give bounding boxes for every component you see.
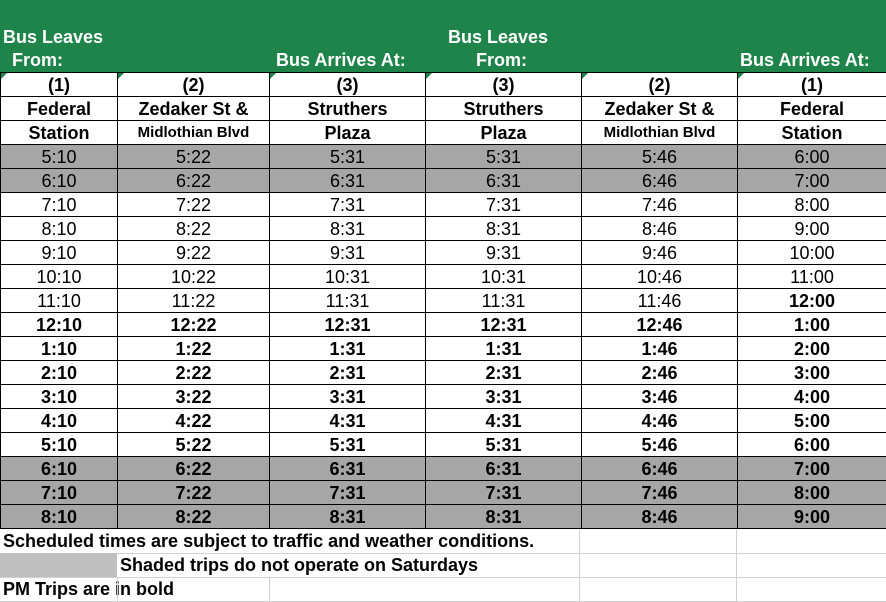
- time-cell: 3:31: [270, 385, 426, 409]
- time-cell: 8:31: [426, 217, 582, 241]
- time-cell: 6:46: [582, 169, 738, 193]
- time-cell: 5:31: [270, 145, 426, 169]
- time-cell: 6:31: [270, 169, 426, 193]
- time-cell: 10:31: [426, 265, 582, 289]
- column-number: (2): [582, 73, 738, 97]
- time-cell: 7:00: [738, 169, 886, 193]
- time-cell: 8:46: [582, 217, 738, 241]
- time-cell: 3:22: [118, 385, 270, 409]
- grid-line: [579, 553, 580, 577]
- time-cell: 8:22: [118, 217, 270, 241]
- table-row: [1, 241, 886, 265]
- time-cell: 9:00: [738, 217, 886, 241]
- table-row: [1, 145, 886, 169]
- stop-name-line2: Plaza: [426, 121, 582, 145]
- time-cell: 11:22: [118, 289, 270, 313]
- column-number: (1): [738, 73, 886, 97]
- stop-name: Struthers: [426, 97, 582, 121]
- stop-name-row: [1, 97, 886, 121]
- time-cell: 10:00: [738, 241, 886, 265]
- time-cell: 3:31: [426, 385, 582, 409]
- stop-name-line2: Midlothian Blvd: [582, 121, 738, 145]
- time-cell: 8:10: [1, 505, 118, 529]
- time-cell: 9:10: [1, 241, 118, 265]
- time-cell: 7:31: [426, 481, 582, 505]
- footer-note-bold: PM Trips are in bold: [3, 577, 174, 601]
- time-cell: 8:31: [270, 217, 426, 241]
- table-row: [1, 289, 886, 313]
- time-cell: 11:10: [1, 289, 118, 313]
- time-cell: 2:31: [426, 361, 582, 385]
- time-cell: 12:00: [738, 289, 886, 313]
- time-cell: 2:10: [1, 361, 118, 385]
- column-number: (3): [270, 73, 426, 97]
- footer-note-bold-row: [0, 577, 886, 602]
- column-number: (3): [426, 73, 582, 97]
- time-cell: 8:46: [582, 505, 738, 529]
- grid-line: [117, 577, 118, 601]
- time-cell: 8:31: [270, 505, 426, 529]
- time-cell: 7:46: [582, 481, 738, 505]
- time-cell: 11:31: [270, 289, 426, 313]
- time-cell: 8:31: [426, 505, 582, 529]
- time-cell: 6:22: [118, 169, 270, 193]
- time-cell: 5:22: [118, 433, 270, 457]
- time-cell: 5:22: [118, 145, 270, 169]
- column-number-row: [1, 73, 886, 97]
- stop-name: Zedaker St &: [118, 97, 270, 121]
- time-cell: 7:46: [582, 193, 738, 217]
- time-cell: 6:00: [738, 433, 886, 457]
- bus-leaves-label-2: Bus Leaves: [448, 26, 548, 49]
- time-cell: 9:22: [118, 241, 270, 265]
- time-cell: 6:22: [118, 457, 270, 481]
- from-label-1: From:: [12, 49, 63, 72]
- time-cell: 6:00: [738, 145, 886, 169]
- table-row: [1, 169, 886, 193]
- time-cell: 7:10: [1, 193, 118, 217]
- time-cell: 10:10: [1, 265, 118, 289]
- grid-line: [579, 577, 580, 601]
- time-cell: 4:46: [582, 409, 738, 433]
- time-cell: 5:00: [738, 409, 886, 433]
- time-cell: 6:10: [1, 457, 118, 481]
- time-cell: 10:31: [270, 265, 426, 289]
- table-row: [1, 385, 886, 409]
- time-cell: 12:31: [270, 313, 426, 337]
- time-cell: 4:31: [426, 409, 582, 433]
- time-cell: 7:00: [738, 457, 886, 481]
- time-cell: 7:31: [426, 193, 582, 217]
- time-cell: 2:46: [582, 361, 738, 385]
- time-cell: 1:10: [1, 337, 118, 361]
- time-cell: 6:31: [426, 169, 582, 193]
- bus-arrives-label-1: Bus Arrives At:: [276, 49, 406, 72]
- time-cell: 12:22: [118, 313, 270, 337]
- time-cell: 7:10: [1, 481, 118, 505]
- time-cell: 9:31: [426, 241, 582, 265]
- time-cell: 6:31: [270, 457, 426, 481]
- time-cell: 3:00: [738, 361, 886, 385]
- time-cell: 1:46: [582, 337, 738, 361]
- time-cell: 10:22: [118, 265, 270, 289]
- table-row: [1, 505, 886, 529]
- table-row: [1, 217, 886, 241]
- column-number: (1): [1, 73, 118, 97]
- time-cell: 3:46: [582, 385, 738, 409]
- time-cell: 8:22: [118, 505, 270, 529]
- time-cell: 2:22: [118, 361, 270, 385]
- table-row: [1, 433, 886, 457]
- time-cell: 11:46: [582, 289, 738, 313]
- time-cell: 1:22: [118, 337, 270, 361]
- time-cell: 9:31: [270, 241, 426, 265]
- schedule-table: [0, 72, 886, 529]
- stop-name-row-2: [1, 121, 886, 145]
- from-label-2: From:: [476, 49, 527, 72]
- time-cell: 3:10: [1, 385, 118, 409]
- column-number: (2): [118, 73, 270, 97]
- bus-leaves-label-1: Bus Leaves: [3, 26, 103, 49]
- time-cell: 6:31: [426, 457, 582, 481]
- time-cell: 12:46: [582, 313, 738, 337]
- time-cell: 8:00: [738, 481, 886, 505]
- time-cell: 5:10: [1, 433, 118, 457]
- time-cell: 4:22: [118, 409, 270, 433]
- footer-note-traffic: Scheduled times are subject to traffic and weather conditions.: [3, 529, 534, 553]
- time-cell: 8:10: [1, 217, 118, 241]
- stop-name: Struthers: [270, 97, 426, 121]
- stop-name: Zedaker St &: [582, 97, 738, 121]
- time-cell: 7:31: [270, 481, 426, 505]
- time-cell: 4:00: [738, 385, 886, 409]
- time-cell: 11:00: [738, 265, 886, 289]
- time-cell: 5:10: [1, 145, 118, 169]
- time-cell: 11:31: [426, 289, 582, 313]
- shaded-swatch: [0, 553, 117, 577]
- time-cell: 12:31: [426, 313, 582, 337]
- time-cell: 6:46: [582, 457, 738, 481]
- time-cell: 9:46: [582, 241, 738, 265]
- time-cell: 4:31: [270, 409, 426, 433]
- time-cell: 1:31: [270, 337, 426, 361]
- time-cell: 6:10: [1, 169, 118, 193]
- footer-note-traffic-row: [0, 529, 886, 554]
- time-cell: 8:00: [738, 193, 886, 217]
- table-row: [1, 481, 886, 505]
- time-cell: 1:00: [738, 313, 886, 337]
- table-row: [1, 337, 886, 361]
- grid-line: [736, 577, 737, 601]
- footer-note-shaded: Shaded trips do not operate on Saturdays: [120, 553, 478, 577]
- time-cell: 5:31: [426, 145, 582, 169]
- table-row: [1, 265, 886, 289]
- time-cell: 7:31: [270, 193, 426, 217]
- grid-line: [269, 577, 270, 601]
- time-cell: 12:10: [1, 313, 118, 337]
- grid-line: [736, 529, 737, 553]
- time-cell: 5:31: [270, 433, 426, 457]
- table-row: [1, 457, 886, 481]
- table-row: [1, 409, 886, 433]
- stop-name-line2: Station: [738, 121, 886, 145]
- time-cell: 10:46: [582, 265, 738, 289]
- table-row: [1, 361, 886, 385]
- stop-name-line2: Midlothian Blvd: [118, 121, 270, 145]
- time-cell: 5:46: [582, 433, 738, 457]
- time-cell: 4:10: [1, 409, 118, 433]
- time-cell: 2:31: [270, 361, 426, 385]
- time-cell: 2:00: [738, 337, 886, 361]
- table-row: [1, 193, 886, 217]
- stop-name-line2: Station: [1, 121, 118, 145]
- time-cell: 5:31: [426, 433, 582, 457]
- time-cell: 7:22: [118, 481, 270, 505]
- grid-line: [736, 553, 737, 577]
- stop-name: Federal: [1, 97, 118, 121]
- stop-name-line2: Plaza: [270, 121, 426, 145]
- grid-line: [579, 529, 580, 553]
- time-cell: 9:00: [738, 505, 886, 529]
- time-cell: 1:31: [426, 337, 582, 361]
- bus-arrives-label-2: Bus Arrives At:: [740, 49, 870, 72]
- stop-name: Federal: [738, 97, 886, 121]
- table-row: [1, 313, 886, 337]
- time-cell: 5:46: [582, 145, 738, 169]
- footer-note-shaded-row: [0, 553, 886, 578]
- time-cell: 7:22: [118, 193, 270, 217]
